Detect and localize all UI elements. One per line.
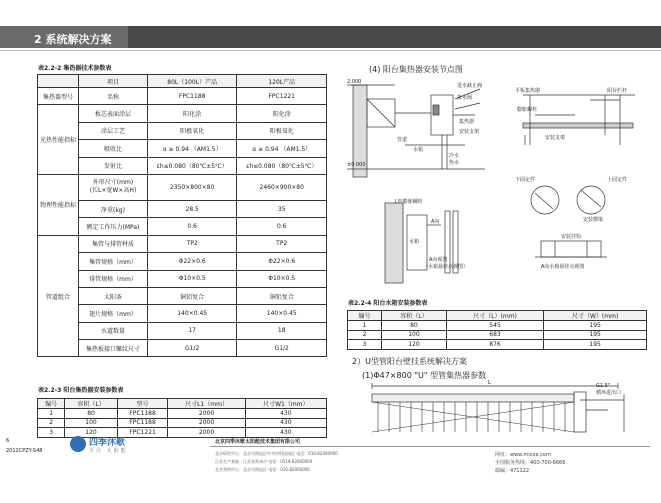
table-cell: 2000 (168, 428, 245, 438)
address-line: 北京营销中心：北京市海淀区 电话：010-82000000 (215, 467, 310, 472)
table-header-cell: 容积（L） (65, 399, 117, 409)
table-header-cell: 容积（L） (382, 311, 447, 321)
value-cell: 28.5 (147, 200, 237, 217)
table-cell: 2 (348, 330, 382, 340)
page-number: 6 (6, 438, 10, 444)
table-cell: 1 (348, 321, 382, 331)
value-cell: 阳极氧化 (237, 122, 327, 139)
table-cell: 100 (382, 330, 447, 340)
logo-slogan: 专注 太阳能 (89, 448, 128, 454)
header-divider (0, 50, 661, 51)
item-cell: 板芯表面涂层 (79, 105, 148, 122)
table-row (38, 287, 327, 304)
table-header-cell: 尺寸（L）(mm) (446, 311, 544, 321)
section2-subtitle: (1)Φ47×800 "U" 型管集热器参数 (362, 371, 487, 380)
table-cell: 430 (245, 428, 326, 438)
company-logo (70, 434, 152, 456)
item-cell: 外形尺寸(mm) (长L×宽W×高H) (79, 174, 148, 200)
value-cell: 18 (237, 322, 327, 339)
table-row (38, 174, 327, 200)
item-cell: 水道数量 (79, 322, 148, 339)
table-cell: FPC1221 (117, 428, 168, 438)
table-cell: 3 (38, 428, 65, 438)
value-cell: α ≥ 0.94 （AM1.5） (147, 140, 237, 157)
table-cell: 80 (65, 409, 117, 419)
section2-title: 2）U型管阳台壁挂系统解决方案 (352, 357, 467, 366)
value-cell: G1/2 (237, 340, 327, 357)
table-cell: 80 (382, 321, 447, 331)
value-cell: 35 (237, 200, 327, 217)
table-header-cell: 编号 (348, 311, 382, 321)
value-cell: FPC1221 (237, 88, 327, 105)
value-cell: α ≥ 0.94 （AM1.5） (237, 140, 327, 157)
logo-name: 四季沐歌 (89, 438, 126, 448)
address-line: 江苏生产基地：江苏省常州市 电话：0519-82000000 (215, 459, 313, 464)
table-row (38, 218, 327, 235)
table-row (38, 340, 327, 357)
value-cell: FPC1188 (147, 88, 237, 105)
value-cell: Φ10×0.5 (147, 270, 237, 287)
diagram-label: 管道 (397, 137, 408, 143)
diagram-label: L (488, 380, 491, 386)
table-header-cell (38, 75, 79, 88)
diagram-label: 热水 (449, 160, 460, 166)
document-code: 2012CPZY-S48 (6, 448, 43, 454)
group-cell: 物理性能指标 (38, 174, 79, 235)
item-cell: 名称 (79, 88, 148, 105)
value-cell: 2350×800×80 (147, 174, 237, 200)
table-cell: 2000 (168, 418, 245, 428)
value-cell: Φ10×0.5 (237, 270, 327, 287)
u-tube-collector-diagram (348, 380, 648, 436)
service-hotline: 全国服务热线：400-700-6666 (495, 460, 566, 466)
diagram-label: 膨胀螺栓 (517, 107, 538, 113)
item-cell: 涂层工艺 (79, 122, 148, 139)
table-row (38, 140, 327, 157)
diagram-label: 进水截止阀 (457, 83, 483, 89)
diagram-label: 安装挂钩 (561, 234, 582, 240)
balcony-install-diagram (345, 75, 645, 285)
value-cell: G1/2 (147, 340, 237, 357)
section-title: 2 系统解决方案 (34, 33, 112, 46)
website-link[interactable]: 网址：www.micoe.com (495, 452, 551, 458)
diagram-label: 循环进出口 (596, 390, 622, 396)
company-name: 北京四季沐歌太阳能技术集团有限公司 (215, 439, 301, 445)
value-cell: 铜铝复合 (147, 287, 237, 304)
value-cell: εh≤0.080（80℃±5℃） (147, 157, 237, 174)
table-header-row (38, 75, 327, 88)
item-cell: 排管规格（mm） (79, 270, 148, 287)
diagram-label: 上固定件 (607, 177, 628, 183)
item-cell: 净重(kg) (79, 200, 148, 217)
collector-spec-table (37, 74, 327, 357)
table-cell: 430 (245, 409, 326, 419)
table-row (348, 340, 647, 350)
address-line: 北京研发中心：北京市海淀区中关村科技园区 电话：010-62000000 (215, 451, 338, 456)
table-row (348, 330, 647, 340)
postal-code: 邮编：471122 (495, 468, 530, 474)
tank-install-table (347, 310, 647, 350)
value-cell: 阳极氧化 (147, 122, 237, 139)
table-cell: 195 (544, 321, 647, 331)
diagram-label: 集热器 (459, 119, 475, 125)
table-cell: 100 (65, 418, 117, 428)
diagram-label: 阳台栏杆 (607, 88, 628, 94)
table-cell: 120 (65, 428, 117, 438)
value-cell: εh≤0.080（80℃±5℃） (237, 157, 327, 174)
table-header-cell: 尺寸L1（mm） (168, 399, 245, 409)
page-header (0, 0, 661, 54)
diagram-label: 水箱 (413, 147, 424, 153)
table-row (38, 270, 327, 287)
table-cell: 545 (446, 321, 544, 331)
value-cell: TP2 (237, 235, 327, 252)
value-cell: Φ22×0.6 (237, 253, 327, 270)
table-cell: 876 (446, 340, 544, 350)
table-cell: 195 (544, 340, 647, 350)
diagram-label: L形膨胀螺栓 (395, 199, 423, 205)
diagram-label: A向水箱悬挂点视图 (541, 264, 585, 270)
value-cell: 阳化涂 (147, 105, 237, 122)
table-cell: 120 (382, 340, 447, 350)
table-cell: 683 (446, 330, 544, 340)
elevation-top: 2.000 (347, 79, 362, 85)
table-header-cell: 80L（100L）产品 (147, 75, 237, 88)
table-cell: 430 (245, 418, 326, 428)
item-cell: 吸收比 (79, 140, 148, 157)
value-cell: 铜铝复合 (237, 287, 327, 304)
table-header-cell: 尺寸（W）(mm) (544, 311, 647, 321)
table-cell: FPC1188 (117, 418, 168, 428)
section4-title: (4) 阳台集热器安装节点图 (369, 65, 463, 74)
table-row (38, 409, 327, 419)
item-cell: 额定工作压力(MPa) (79, 218, 148, 235)
table-header-cell: 项目 (79, 75, 148, 88)
value-cell: 0.6 (147, 218, 237, 235)
diagram-label: 安装横梁 (583, 217, 604, 223)
footer-divider (210, 446, 650, 447)
value-cell: 0.6 (237, 218, 327, 235)
diagram-label: 安装支架 (459, 129, 480, 135)
table-cell: 1 (38, 409, 65, 419)
table-header-cell: 尺寸W1（mm） (245, 399, 326, 409)
diagram-label: A向视图 (429, 257, 448, 263)
diagram-label: 排水阀 (457, 95, 473, 101)
group-cell: 光热性能指标 (38, 105, 79, 175)
elevation-ground: ±0.000 (347, 162, 366, 168)
table-header-row (348, 311, 647, 321)
diagram-label: （水箱悬挂点视图） (423, 264, 469, 270)
item-cell: 集管规格（mm） (79, 253, 148, 270)
table-row (38, 418, 327, 428)
item-cell: 发射比 (79, 157, 148, 174)
table2-caption: 表2.2-3 阳台集热器安装参数表 (38, 387, 124, 394)
table-cell: 2000 (168, 409, 245, 419)
diagram-label: 水箱 (409, 239, 420, 245)
table-row (38, 122, 327, 139)
table-row (38, 88, 327, 105)
table-row (38, 253, 327, 270)
value-cell: 140×0.45 (237, 305, 327, 322)
diagram-label: 冷水 (449, 153, 460, 159)
diagram-label: 安装支架 (545, 135, 566, 141)
table-header-cell: 型号 (117, 399, 168, 409)
value-cell: 17 (147, 322, 237, 339)
table-cell: 195 (544, 330, 647, 340)
group-cell: 集热器型号 (38, 88, 79, 105)
table-row (38, 322, 327, 339)
table-row (38, 305, 327, 322)
value-cell: 阳化涂 (237, 105, 327, 122)
item-cell: 翅片规格（mm） (79, 305, 148, 322)
table-cell: 3 (348, 340, 382, 350)
table-row (38, 105, 327, 122)
value-cell: 2460×900×80 (237, 174, 327, 200)
table3-caption: 表2.2-4 阳台水箱安装参数表 (348, 300, 428, 307)
table-header-cell: 120L产品 (237, 75, 327, 88)
logo-mark-icon (70, 436, 86, 452)
table-header-row (38, 399, 327, 409)
item-cell: 集热板接口螺纹尺寸 (79, 340, 148, 357)
table1-caption: 表2.2-2 集热器技术参数表 (38, 65, 112, 72)
table-header-cell: 编号 (38, 399, 65, 409)
group-cell: 管道组合 (38, 235, 79, 357)
diagram-label: 平板集热器 (515, 88, 541, 94)
table-row (38, 157, 327, 174)
item-cell: 集管与排管材质 (79, 235, 148, 252)
table-row (38, 200, 327, 217)
diagram-label: 下固定件 (515, 177, 536, 183)
value-cell: Φ22×0.6 (147, 253, 237, 270)
table-row (38, 235, 327, 252)
diagram-label: G1.5" (596, 383, 611, 389)
collector-install-table (37, 398, 327, 438)
table-cell: 2 (38, 418, 65, 428)
value-cell: TP2 (147, 235, 237, 252)
item-cell: 太阳条 (79, 287, 148, 304)
table-cell: FPC1188 (117, 409, 168, 419)
table-row (348, 321, 647, 331)
diagram-label: A向 (431, 219, 440, 225)
value-cell: 140×0.45 (147, 305, 237, 322)
